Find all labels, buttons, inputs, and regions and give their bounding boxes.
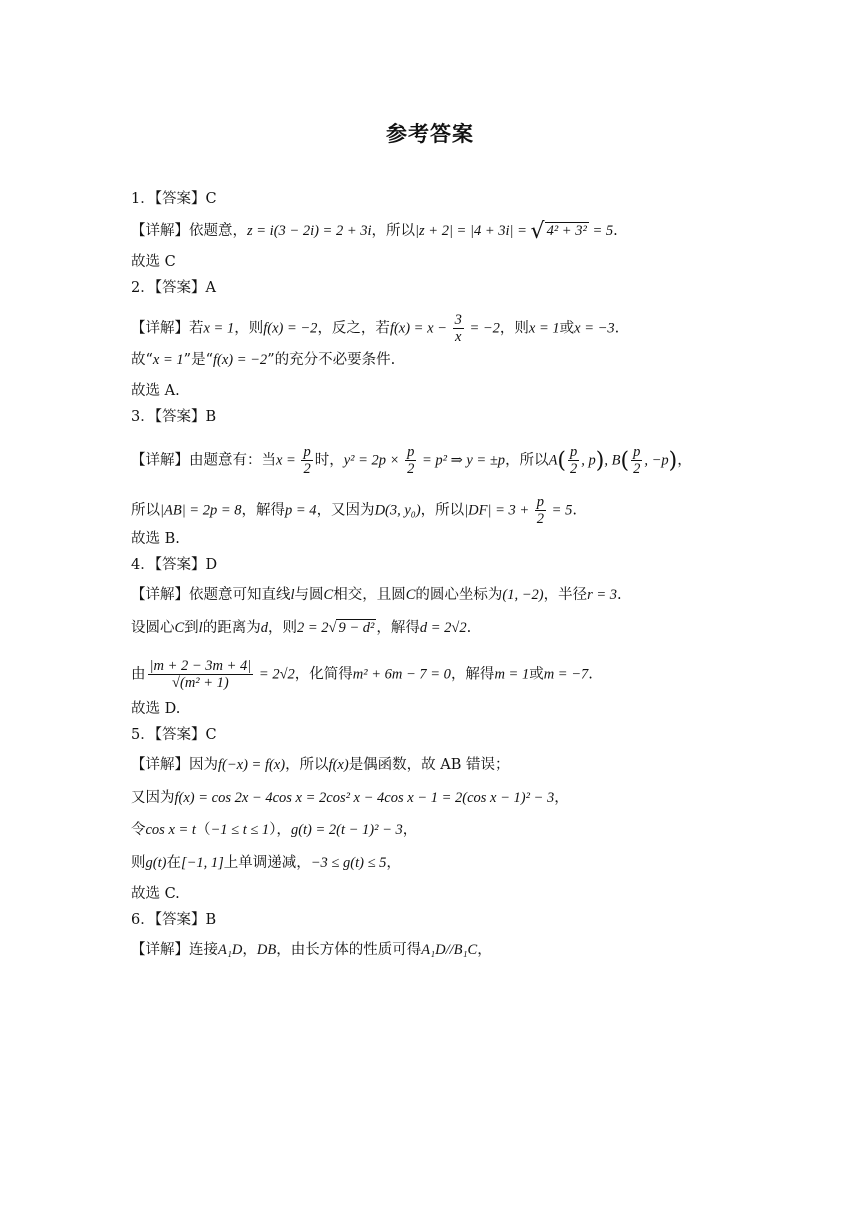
math: A₁D [218,942,243,958]
math: C [405,587,416,603]
math: C [174,620,185,636]
q5-explanation-3 [131,820,417,840]
text: ，则 [499,320,529,337]
math: A [548,452,558,469]
text: 由 [131,666,146,683]
math: l [198,620,203,636]
math: (1, −2) [502,587,544,603]
q5-answer: 5．【答案】C [131,727,217,743]
math: |AB| = 2p = 8 [160,502,242,519]
math: −1 ≤ t ≤ 1 [210,822,270,838]
paren-right: ) [668,448,678,474]
text: 所以 [131,502,160,519]
fraction [453,312,464,345]
denominator: 2 [407,461,415,477]
q4-explanation-2 [131,618,471,638]
q3-conclusion: 故选 B. [131,531,180,547]
text: 因为 [189,757,218,773]
math: f(−x) = f(x) [218,757,286,773]
text: ，由长方体的性质可得 [276,942,422,958]
text: 或 [529,666,544,683]
fraction [148,658,254,691]
math: cos x = t [145,822,196,838]
math: m = 1 [494,666,530,683]
text: ，所以 [285,757,329,773]
q5-conclusion: 故选 C. [131,886,180,902]
text: 依题意可知直线 [189,587,291,603]
explanation-tag: 【详解】 [131,320,189,337]
numerator: p [303,444,311,460]
text: 则 [131,855,146,871]
text: ， [677,452,692,469]
math: f(x) [328,757,349,773]
q3-explanation [131,444,692,477]
math: f(x) = cos 2x − 4cos x = 2cos² x − 4cos x − 1 = 2(cos x − 1)² − 3 [174,790,555,806]
math: y² = 2p × [343,452,404,469]
text: ，则 [234,320,264,337]
explanation-tag: 【详解】 [131,223,189,239]
q2-explanation [131,312,619,345]
q5-explanation [131,755,510,775]
math-radicand: 4² + 3² [546,223,587,239]
q1-conclusion: 故选 C [131,254,176,270]
text: ，化简得 [294,666,353,683]
text: ， [554,790,569,806]
denominator: 2 [536,511,545,527]
text: ”的充分不必要条件. [267,352,396,368]
math: r = 3 [587,587,618,603]
math: x = 1 [528,320,560,337]
text: ，所以 [505,452,549,469]
q1-answer: 1．【答案】C [131,191,217,207]
explanation-tag: 【详解】 [131,942,189,958]
paren-left: ( [557,448,567,474]
math: |DF| = 3 + [464,502,533,519]
math: |z + 2| = |4 + 3i| = [415,223,531,239]
math: = 5 [548,502,573,519]
text: 若 [189,320,204,337]
q4-explanation-3 [131,658,593,691]
text: 或 [559,320,575,337]
math: = p² ⇒ y = ±p [418,452,506,469]
text: ）， [269,822,291,838]
math: m = −7 [543,666,589,683]
text: 在 [166,855,181,871]
text: 的距离为 [202,620,261,636]
q5-explanation-2 [131,788,569,808]
math: , −p [644,452,669,469]
text: ，又因为 [316,502,375,519]
math: D(3, y₀) [374,502,421,519]
math: g(t) [145,855,167,871]
q4-conclusion: 故选 D. [131,701,181,717]
text: 故“ [131,352,153,368]
text: 依题意， [189,223,247,239]
math: C [323,587,334,603]
fraction [535,494,546,527]
q5-explanation-4 [131,853,401,873]
math: DB [256,942,277,958]
paren-right: ) [595,448,605,474]
text: 又因为 [131,790,175,806]
math: d = 2√2 [419,620,467,636]
text: ，则 [267,620,297,636]
numerator: 3 [454,312,462,328]
math: z = i(3 − 2i) = 2 + 3i [247,223,372,239]
math: x = [276,452,300,469]
text: ，半径 [543,587,588,603]
text: ，解得 [376,620,420,636]
denominator: x [454,329,462,345]
math: = 5 [588,223,614,239]
text: 与圆 [294,587,324,603]
math: x = 1 [203,320,235,337]
text: ，所以 [420,502,465,519]
numerator: |m + 2 − 3m + 4| [149,658,252,674]
q2-answer: 2．【答案】A [131,280,216,296]
text: ， [242,942,257,958]
text: . [614,320,620,337]
q4-answer: 4．【答案】D [131,557,218,573]
text: 相交，且圆 [333,587,406,603]
denominator: 2 [633,461,641,477]
math: = 2√2 [255,666,295,683]
math: x = −3 [574,320,615,337]
math-radicand: 9 − d² [338,620,375,636]
math: g(t) = 2(t − 1)² − 3 [290,822,403,838]
math: p = 4 [285,502,317,519]
math: l [290,587,295,603]
math: f(x) = x − [389,320,451,337]
fraction [568,444,579,477]
text: ”是“ [183,352,213,368]
text: ， [386,855,401,871]
math: −3 ≤ g(t) ≤ 5 [310,855,387,871]
text: ，解得 [241,502,286,519]
text: ， [402,822,418,838]
sqrt-sign: √ [530,219,545,244]
q3-answer: 3．【答案】B [131,409,217,425]
math: , p [581,452,596,469]
denominator: 2 [303,461,311,477]
text: . [617,587,622,603]
text: 连接 [189,942,218,958]
q6-answer: 6．【答案】B [131,912,217,928]
math: , B [604,452,621,469]
math: [−1, 1] [180,855,224,871]
math: d [260,620,268,636]
text: ，所以 [371,223,416,239]
denominator: √(m² + 1) [172,675,229,691]
math: 2 = 2√ [296,620,337,636]
q4-explanation [131,585,622,605]
q2-conclusion: 故选 A. [131,383,180,399]
q1-explanation [131,221,618,242]
text: 时， [314,452,344,469]
text: ，解得 [450,666,495,683]
text: 设圆心 [131,620,175,636]
numerator: p [407,444,415,460]
numerator: p [633,444,641,460]
text: （ [195,822,211,838]
numerator: p [536,494,545,510]
text: ，反之，若 [317,320,390,337]
explanation-tag: 【详解】 [131,452,189,469]
numerator: p [570,444,578,460]
math: m² + 6m − 7 = 0 [352,666,451,683]
text: 的圆心坐标为 [415,587,503,603]
math: = −2 [465,320,500,337]
text: ， [477,942,492,958]
text: 由题意有：当 [189,452,276,469]
text: 令 [131,822,146,838]
text: 到 [184,620,199,636]
text: . [572,502,577,519]
fraction [631,444,642,477]
text: 上单调递减， [223,855,311,871]
explanation-tag: 【详解】 [131,587,189,603]
page-title: 参考答案 [386,122,474,146]
q3-explanation-2 [131,494,577,527]
text: 是偶函数，故 AB 错误； [348,757,510,773]
fraction [301,444,312,477]
paren-left: ( [620,448,630,474]
denominator: 2 [570,461,578,477]
q2-explanation-2 [131,350,395,370]
text: . [588,666,593,683]
math: f(x) = −2 [263,320,318,337]
explanation-tag: 【详解】 [131,757,189,773]
math: A₁D//B₁C [421,942,478,958]
fraction [405,444,416,477]
text: . [613,223,618,239]
q6-explanation [131,940,492,960]
math: x = 1 [152,352,184,368]
math: f(x) = −2 [212,352,268,368]
text: . [466,620,472,636]
